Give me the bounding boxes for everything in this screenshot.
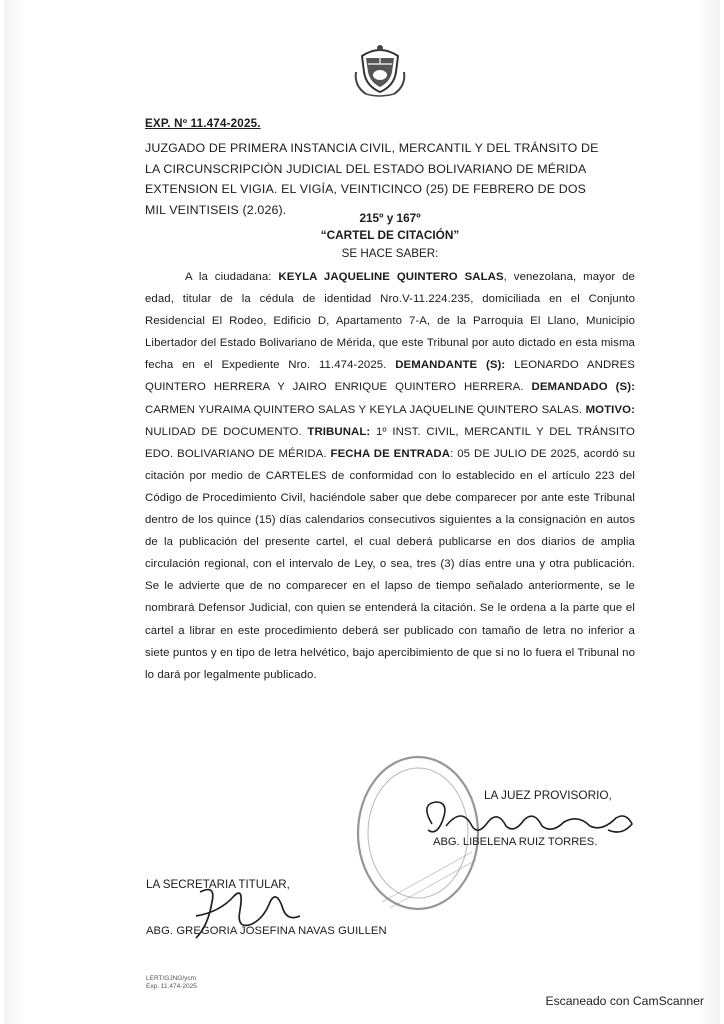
fecha-label: FECHA DE ENTRADA (330, 447, 451, 460)
secretary-title: LA SECRETARIA TITULAR, (146, 878, 290, 891)
camscanner-watermark: Escaneado con CamScanner (545, 994, 704, 1008)
footer-initials (146, 975, 197, 991)
footer-initials-line: LERT/GJNG/ycm (146, 975, 197, 982)
citation-body (145, 266, 635, 686)
demandante-label: DEMANDANTE (S): (395, 359, 506, 372)
demandante-value: LEONARDO ANDRES QUINTERO HERRERA Y JAIRO ENRIQUE QUINTERO HERRERA. (145, 359, 635, 394)
years-line: 215º y 167º (359, 211, 421, 225)
judge-name: ABG. LIBELENA RUIZ TORRES. (433, 836, 598, 848)
se-hace-saber: SE HACE SABER: (341, 247, 439, 260)
judge-title: LA JUEZ PROVISORIO, (484, 788, 612, 802)
fecha-value: : 05 DE JULIO DE 2025, acordó su citación por medio de CARTELES de conformidad con lo establecido en el artículo 223 del Código de Procedimiento Civil, haciéndole saber que debe comparecer por ante este Tribunal dentro de los quince (15) días calendarios consecutivos siguientes a la consignación en autos de la publicación del presente cartel, el cual deberá publicarse en dos diarios de amplia circulación regional, con el intervalo de Ley, o sea, tres (3) días entre una y otra publicación. Se le advierte que de no comparecer en el lapso de tiempo señalado anteriormente, se le nombrará Defensor Judicial, con quien se entenderá la citación. Se le ordena a la parte que el cartel a librar en este procedimiento deberá ser publicado con tamaño de letra no inferior a siete puntos y en tipo de letra helvético, bajo apercibimiento de que si no lo fuera el Tribunal no lo dará por legalmente publicado. (145, 447, 635, 681)
coat-of-arms-seal (352, 42, 408, 98)
body-domicile: , venezolana, mayor de edad, titular de la cédula de identidad Nro.V-11.224.235, domiciliada en el Conjunto Residencial El Rodeo, Edificio D, Apartamento 7-A, de la Parroquia El Llano, Municipio Libertador del Estado Bolivariano de Mérida, que este Tribunal por auto dictado en esta misma fecha en el Expediente Nro. 11.474-2025. (145, 271, 635, 372)
motivo-value: NULIDAD DE DOCUMENTO. (145, 425, 308, 438)
court-header-line: JUZGADO DE PRIMERA INSTANCIA CIVIL, MERCANTIL Y DEL TRÁNSITO DE (145, 141, 599, 155)
motivo-label: MOTIVO: (585, 403, 635, 416)
court-header-line: LA CIRCUNSCRIPCIÒN JUDICIAL DEL ESTADO BOLIVARIANO DE MÉRIDA (145, 161, 587, 176)
court-header (145, 138, 637, 220)
footer-initials-line: Exp. 11.474-2025 (146, 983, 197, 990)
citation-paragraph (145, 266, 635, 686)
demandado-label: DEMANDADO (S): (531, 381, 635, 394)
demandado-value: CARMEN YURAIMA QUINTERO SALAS Y KEYLA JAQUELINE QUINTERO SALAS. (145, 403, 586, 416)
expediente-number: EXP. Nº 11.474-2025. (145, 117, 261, 130)
court-header-line: MIL VEINTISEIS (2.026). (145, 202, 287, 217)
cartel-title: “CARTEL DE CITACIÓN” (320, 228, 460, 242)
citada-name: KEYLA JAQUELINE QUINTERO SALAS (278, 271, 504, 283)
tribunal-value: 1º INST. CIVIL, MERCANTIL Y DEL TRÁNSITO EDO. BOLIVARIANO DE MÉRIDA. (145, 425, 635, 460)
body-intro: A la ciudadana: (185, 271, 279, 283)
tribunal-label: TRIBUNAL: (307, 425, 371, 438)
secretary-name: ABG. GREGORIA JOSEFINA NAVAS GUILLEN (146, 925, 387, 937)
court-header-line: EXTENSION EL VIGIA. EL VIGÍA, VEINTICINCO (25) DE FEBRERO DE DOS (145, 182, 587, 196)
